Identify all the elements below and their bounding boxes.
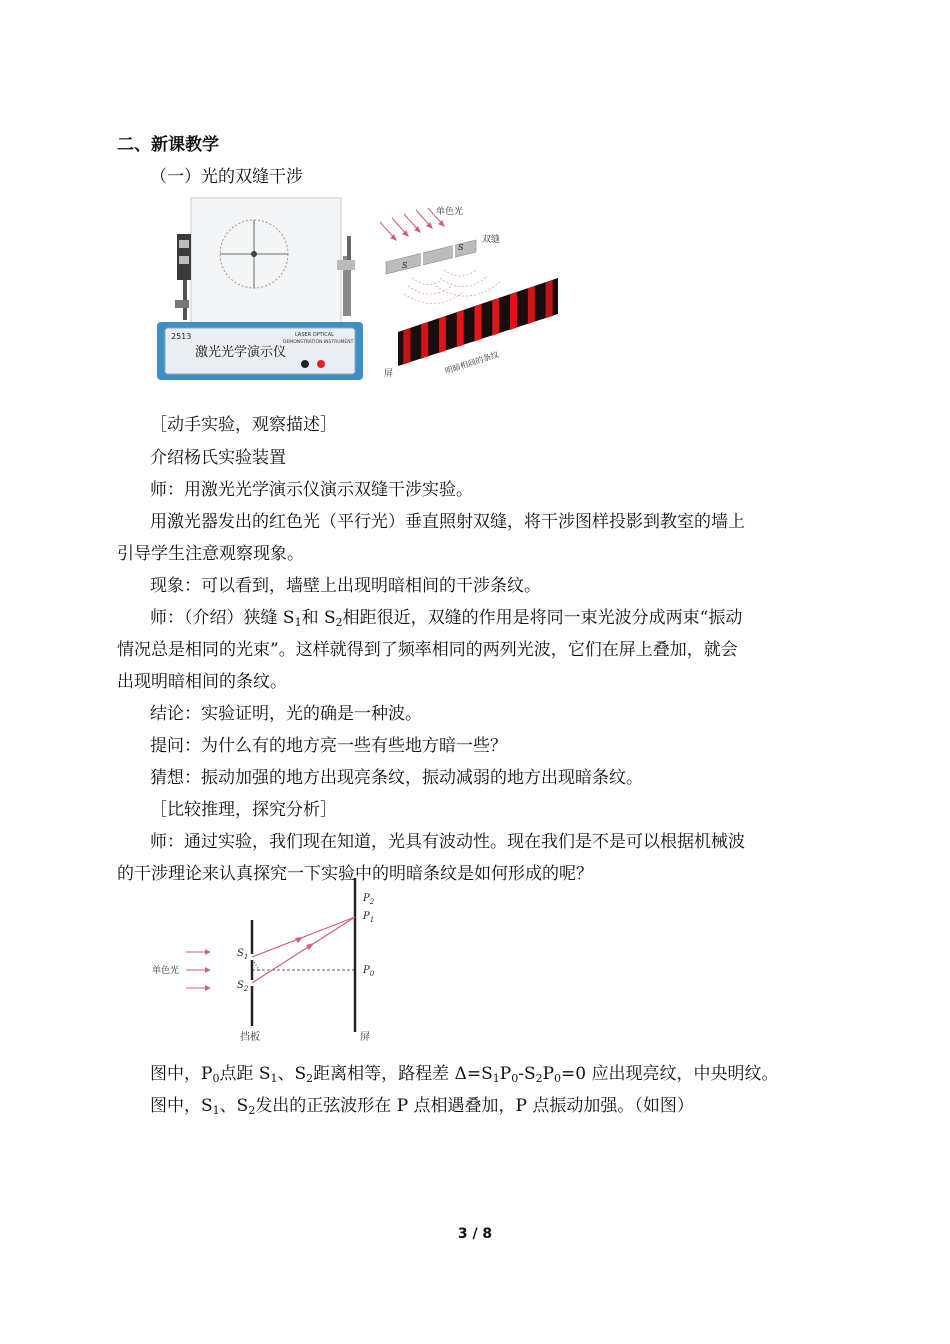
paragraph-superposition: 图中，$S_1$、$S_2$发出的正弦波形在 P 点相遇叠加，P 点振动加强。（如图） — [150, 1096, 694, 1117]
paragraph-slits-line3: 出现明暗相间的条纹。 — [117, 672, 287, 692]
label-s1: S — [402, 261, 408, 270]
label-p1: $P_1$ — [363, 911, 375, 924]
paragraph-slits-line1: 师：（介绍）狭缝 $S_1$和 $S_2$相距很近，双缝的作用是将同一束光波分成两束“振动 — [150, 608, 743, 629]
paragraph-teacher-demo: 师：用激光光学演示仪演示双缝干涉实验。 — [150, 480, 473, 500]
section-heading: 二、新课教学 — [117, 135, 219, 155]
paragraph-hypothesis: 猜想：振动加强的地方出现亮条纹，振动减弱的地方出现暗条纹。 — [150, 768, 643, 788]
fringe-band — [546, 280, 553, 318]
fringe-band — [439, 316, 446, 353]
label-p0: $P_0$ — [363, 965, 375, 978]
ray-s1-p1 — [252, 917, 355, 957]
paragraph-hands-on-heading: ［动手实验，观察描述］ — [150, 415, 337, 435]
label-monochromatic-light: 单色光 — [152, 966, 180, 976]
paragraph-conclusion: 结论：实验证明，光的确是一种波。 — [150, 704, 422, 724]
label-screen: 屏 — [384, 369, 394, 379]
paragraph-teacher-line1: 师：通过实验，我们现在知道，光具有波动性。现在我们是不是可以根据机械波 — [150, 832, 745, 852]
paragraph-laser-line1: 用激光器发出的红色光（平行光）垂直照射双缝，将干涉图样投影到教室的墙上 — [150, 512, 745, 532]
label-s1: $S_1$ — [237, 948, 249, 961]
device-english-line1: LASER OPTICAL — [295, 332, 334, 338]
fringe-band — [528, 286, 535, 324]
ray-arrow-upper — [295, 937, 303, 943]
paragraph-question: 提问：为什么有的地方亮一些有些地方暗一些？ — [150, 736, 507, 756]
label-s2: S — [458, 243, 464, 252]
paragraph-slits-line2: 情况总是相同的光束”。这样就得到了频率相同的两列光波，它们在屏上叠加，就会 — [117, 640, 738, 660]
fringe-bands — [403, 280, 552, 365]
subsection-heading: （一）光的双缝干涉 — [150, 167, 303, 187]
white-board — [191, 198, 341, 326]
paragraph-phenomenon: 现象：可以看到，墙壁上出现明暗相间的干涉条纹。 — [150, 576, 541, 596]
wavefronts — [404, 270, 500, 304]
ray-arrow-lower — [306, 943, 314, 950]
paragraph-laser-line2: 引导学生注意观察现象。 — [117, 544, 304, 564]
paragraph-intro-apparatus: 介绍杨氏实验装置 — [150, 448, 286, 468]
knob-left — [301, 360, 309, 368]
laser-demonstrator-photo — [155, 196, 377, 382]
ray-s2-p1 — [252, 917, 355, 983]
paragraph-central-bright-fringe: 图中，$P_0$点距 $S_1$、$S_2$距离相等，路程差 $\Delta=S_1P_0-S_2P_0=0$ 应出现亮纹，中央明纹。 — [150, 1064, 779, 1085]
device-name: 激光光学演示仪 — [195, 345, 287, 360]
label-double-slit: 双缝 — [482, 235, 501, 245]
label-p2: $P_2$ — [363, 893, 375, 906]
label-monochromatic-light: 单色光 — [436, 207, 464, 217]
path-difference-diagram — [148, 874, 388, 1046]
knob-red — [317, 360, 325, 368]
fringe-band — [457, 310, 464, 347]
fringe-band — [492, 298, 499, 336]
label-screen: 屏 — [360, 1032, 370, 1043]
fringe-band — [421, 322, 428, 359]
incident-light-arrows — [380, 208, 444, 240]
label-s2: $S_2$ — [237, 980, 249, 993]
double-slit-schematic — [372, 200, 562, 380]
fringe-band — [475, 304, 482, 342]
label-baffle: 挡板 — [240, 1032, 260, 1043]
label-fringes: 明暗相间的条纹 — [443, 350, 500, 376]
device-model: 2513 — [171, 332, 192, 341]
paragraph-reasoning-heading: ［比较推理，探究分析］ — [150, 800, 337, 820]
paragraph-teacher-line2: 的干涉理论来认真探究一下实验中的明暗条纹是如何形成的呢？ — [117, 864, 593, 884]
device-english-line2: DEMONSTRATION INSTRUMENT — [283, 340, 354, 345]
fringe-band — [403, 328, 410, 365]
fringe-band — [510, 292, 517, 330]
page-number: 3 / 8 — [457, 1226, 493, 1242]
